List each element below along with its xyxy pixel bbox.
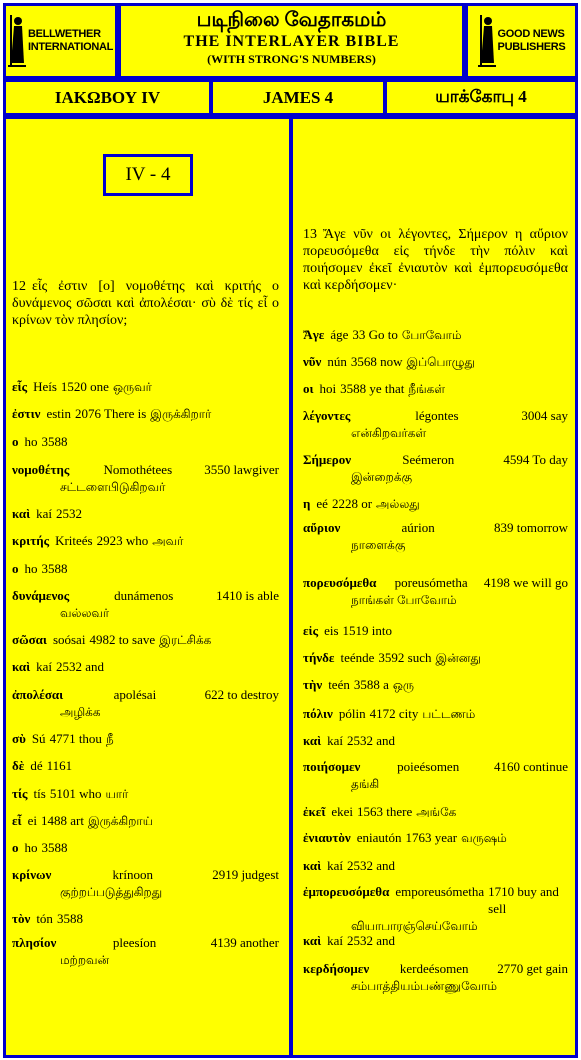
greek-word: εἰς [303, 623, 319, 638]
word-line [303, 829, 568, 847]
word-line [303, 380, 568, 398]
transliteration: poreusómetha [394, 575, 468, 590]
word-line [12, 866, 279, 883]
strongs-gloss: 1410 is able [216, 588, 279, 603]
strongs-gloss: 4139 another [210, 935, 279, 950]
word-entry [303, 326, 568, 344]
greek-word: ἀπολέσαι [12, 687, 64, 702]
strongs-gloss: 1161 [46, 758, 73, 773]
greek-word: σὺ [12, 731, 26, 746]
word-line [303, 407, 568, 424]
word-line [12, 433, 279, 450]
greek-word: πορευσόμεθα [303, 575, 377, 590]
greek-word: καὶ [303, 933, 322, 948]
word-line [303, 574, 568, 591]
word-entry [12, 730, 279, 748]
strongs-gloss: 4594 To day [503, 452, 568, 467]
goodnews-logo [468, 6, 575, 76]
transliteration: áge [330, 327, 349, 342]
word-entry [303, 732, 568, 749]
transliteration: Kriteés [55, 533, 93, 548]
word-entry [303, 622, 568, 639]
verse-number: 12 [12, 279, 26, 294]
word-line [12, 785, 279, 803]
strongs-gloss: 3592 such [378, 650, 432, 665]
logo-left-line2: INTERNATIONAL [27, 41, 114, 53]
transliteration: tís [33, 786, 46, 801]
word-line [303, 519, 568, 536]
word-line-continued [12, 883, 279, 901]
word-line-continued [12, 604, 279, 622]
word-entry [12, 433, 279, 450]
logo-right-line2: PUBLISHERS [497, 41, 566, 53]
transliteration: teénde [340, 650, 375, 665]
transliteration: nún [327, 354, 347, 369]
tamil-gloss: இன்னது [435, 651, 481, 665]
greek-word: νῦν [303, 354, 322, 369]
transliteration: Nomothétees [103, 462, 173, 477]
strongs-gloss: 4160 continue [493, 759, 568, 774]
word-entry [12, 505, 279, 522]
tamil-gloss: இன்றைக்கு [351, 470, 413, 484]
greek-word: εἶ [12, 813, 22, 828]
tamil-gloss: வியாபாரஞ்செய்வோம் [351, 919, 478, 933]
word-entry [303, 932, 568, 949]
word-line [12, 405, 279, 423]
word-line [12, 505, 279, 522]
word-line [303, 758, 568, 775]
word-line [12, 631, 279, 649]
transliteration: ei [27, 813, 37, 828]
strongs-gloss: 2228 or [331, 496, 373, 511]
verse-text: Ἄγε νῦν οι λέγοντες, Σήμερον η αὔριον πορευσόμεθα εἰς τήνδε τὴν πόλιν καὶ ποιήσομεν ἐκεῖ ἐνιαυτὸν καὶ ἐμπορευσόμεθα καὶ κερδήσομεν· [303, 227, 568, 293]
transliteration: teén [328, 677, 350, 692]
transliteration: kaí [327, 733, 344, 748]
strongs-gloss: 4771 thou [49, 731, 102, 746]
word-entry [303, 649, 568, 667]
greek-word: τὴν [303, 677, 323, 692]
tamil-gloss: போவோம் [401, 328, 462, 342]
word-entry [12, 631, 279, 649]
transliteration: Seémeron [402, 452, 455, 467]
greek-word: η [303, 496, 311, 511]
logo-right-line1: GOOD NEWS [497, 28, 565, 40]
ref-english: JAMES 4 [262, 87, 334, 107]
word-line [12, 461, 279, 478]
tamil-gloss: நீ [105, 732, 114, 746]
strongs-gloss: 2076 There is [75, 406, 147, 421]
strongs-gloss: 839 tomorrow [493, 520, 568, 535]
word-entry [303, 495, 568, 513]
transliteration: eis [324, 623, 339, 638]
strongs-gloss: 2532 [56, 506, 83, 521]
transliteration: kaí [36, 659, 53, 674]
word-entry [12, 812, 279, 830]
strongs-gloss: 3588 ye that [340, 381, 405, 396]
transliteration: pleesíon [112, 935, 157, 950]
greek-word: καὶ [12, 506, 31, 521]
word-entry [12, 757, 279, 774]
tamil-gloss: மற்றவன் [60, 953, 110, 967]
word-line [303, 857, 568, 874]
greek-word: πόλιν [303, 706, 333, 721]
transliteration: hoi [319, 381, 337, 396]
verse-12 [12, 278, 279, 329]
greek-word: τίς [12, 786, 28, 801]
word-entry [303, 758, 568, 793]
word-line [12, 757, 279, 774]
transliteration: ho [24, 561, 38, 576]
word-entry [303, 857, 568, 874]
transliteration: soósai [52, 632, 86, 647]
greek-word: κριτής [12, 533, 50, 548]
greek-word: καὶ [303, 858, 322, 873]
greek-word: κερδήσομεν [303, 961, 370, 976]
word-entry [303, 960, 568, 995]
word-entry [12, 587, 279, 622]
word-line [12, 934, 279, 951]
greek-word: νομοθέτης [12, 462, 70, 477]
word-line [303, 732, 568, 749]
tamil-gloss: ஒரு [392, 678, 415, 692]
strongs-gloss: 4172 city [369, 706, 419, 721]
strongs-gloss: 4198 we will go [483, 575, 568, 590]
word-entry [303, 883, 568, 935]
word-line [12, 730, 279, 748]
transliteration: dunámenos [114, 588, 174, 603]
word-line [303, 326, 568, 344]
word-line-continued [303, 536, 568, 554]
word-line [303, 649, 568, 667]
greek-word: τὸν [12, 911, 31, 926]
strongs-gloss: 3004 say [521, 408, 568, 423]
tamil-gloss: அங்கே [416, 805, 457, 819]
word-entry [303, 803, 568, 821]
strongs-gloss: 3588 [41, 840, 68, 855]
transliteration: kerdeésomen [399, 961, 469, 976]
word-entry [12, 686, 279, 721]
word-line [12, 560, 279, 577]
word-line [12, 378, 279, 396]
tamil-gloss: இருக்கிறாய் [87, 814, 153, 828]
word-entry [303, 407, 568, 442]
strongs-gloss: 3588 a [353, 677, 389, 692]
transliteration: emporeusómetha [395, 884, 485, 899]
word-line [303, 676, 568, 694]
word-line [303, 495, 568, 513]
transliteration: eniautón [356, 830, 402, 845]
strongs-gloss: 2532 and [347, 733, 396, 748]
strongs-gloss: 622 to destroy [204, 687, 279, 702]
tamil-gloss: நீங்கள் [408, 382, 446, 396]
strongs-gloss: 1710 buy and sell [488, 884, 559, 916]
word-line [12, 812, 279, 830]
shepherd-icon [8, 15, 26, 67]
word-line [303, 705, 568, 723]
greek-word: αὔριον [303, 520, 341, 535]
word-entry [12, 934, 279, 969]
word-line [12, 587, 279, 604]
transliteration: apolésai [113, 687, 157, 702]
greek-word: λέγοντες [303, 408, 351, 423]
strongs-gloss: 2923 who [96, 533, 149, 548]
word-line-continued [12, 478, 279, 496]
word-entry [12, 378, 279, 396]
tamil-gloss: தங்கி [351, 777, 380, 791]
word-entry [12, 658, 279, 675]
greek-word: Ἄγε [303, 327, 325, 342]
greek-word: Σήμερον [303, 452, 352, 467]
greek-word: δὲ [12, 758, 25, 773]
greek-word: καὶ [303, 733, 322, 748]
verse-number: 13 [303, 227, 317, 242]
tamil-gloss: சட்டளைபிடுகிறவர் [60, 480, 166, 494]
word-line [12, 686, 279, 703]
word-entry [12, 405, 279, 423]
bellwether-logo [6, 6, 115, 76]
greek-word: ποιήσομεν [303, 759, 361, 774]
transliteration: kaí [36, 506, 53, 521]
greek-word: ο [12, 434, 19, 449]
transliteration: ekei [331, 804, 354, 819]
strongs-gloss: 1563 there [357, 804, 413, 819]
tamil-gloss: ஒருவர் [112, 380, 152, 394]
tamil-gloss: அல்லது [376, 497, 420, 511]
word-entry [303, 676, 568, 694]
word-line [303, 932, 568, 949]
word-line-continued [303, 775, 568, 793]
word-entry [303, 705, 568, 723]
greek-word: ἐμπορευσόμεθα [303, 884, 390, 899]
word-line-continued [303, 468, 568, 486]
word-entry [12, 839, 279, 856]
transliteration: pólin [338, 706, 366, 721]
tamil-gloss: என்கிறவர்கள் [351, 426, 427, 440]
word-line-continued [12, 951, 279, 969]
transliteration: poieésomen [397, 759, 460, 774]
word-entry [12, 910, 279, 927]
transliteration: kaí [327, 858, 344, 873]
transliteration: ho [24, 434, 38, 449]
word-line [303, 622, 568, 639]
word-entry [12, 866, 279, 901]
word-entry [12, 461, 279, 496]
tamil-gloss: இரட்சிக்க [159, 633, 212, 647]
word-entry [303, 451, 568, 486]
greek-word: ο [12, 840, 19, 855]
transliteration: krínoon [112, 867, 153, 882]
transliteration: Heís [33, 379, 57, 394]
tamil-gloss: இப்பொழுது [406, 355, 475, 369]
strongs-gloss: 1488 art [40, 813, 84, 828]
verse-text: εἷς ἐστιν [ο] νομοθέτης καὶ κριτής ο δυνάμενος σῶσαι καὶ ἀπολέσαι· σὺ δὲ τίς εἶ ο κρίνων τὸν πλησίον; [12, 279, 279, 328]
greek-word: οι [303, 381, 314, 396]
strongs-gloss: 3588 [41, 434, 68, 449]
word-entry [303, 380, 568, 398]
word-line [303, 960, 568, 977]
verse-13 [303, 226, 568, 294]
greek-word: ἐκεῖ [303, 804, 326, 819]
greek-word: ἐνιαυτὸν [303, 830, 351, 845]
word-entry [303, 519, 568, 554]
word-line-continued [303, 424, 568, 442]
logo-left-line1: BELLWETHER [27, 28, 101, 40]
word-line-continued [12, 703, 279, 721]
word-entry [12, 560, 279, 577]
word-line [12, 839, 279, 856]
word-line [303, 883, 568, 917]
greek-word: πλησίον [12, 935, 57, 950]
strongs-gloss: 2919 judgest [212, 867, 279, 882]
strongs-gloss: 1519 into [342, 623, 393, 638]
greek-word: καὶ [12, 659, 31, 674]
tamil-gloss: யார் [105, 787, 129, 801]
transliteration: estin [46, 406, 72, 421]
page-subtitle: (WITH STRONG'S NUMBERS) [207, 52, 376, 66]
word-line-continued [303, 591, 568, 609]
word-entry [12, 532, 279, 550]
tamil-gloss: வல்லவர் [60, 606, 110, 620]
strongs-gloss: 3550 lawgiver [204, 462, 279, 477]
strongs-gloss: 3568 now [350, 354, 403, 369]
word-line [303, 353, 568, 371]
word-line [303, 451, 568, 468]
transliteration: ho [24, 840, 38, 855]
strongs-gloss: 2770 get gain [497, 961, 568, 976]
word-entry [303, 353, 568, 371]
greek-word: ἐστιν [12, 406, 41, 421]
word-entry [12, 785, 279, 803]
strongs-gloss: 33 Go to [352, 327, 398, 342]
word-line [12, 910, 279, 927]
title-tamil: படிநிலை வேதாகமம் [196, 9, 387, 31]
greek-word: εἷς [12, 379, 28, 394]
page-title: THE INTERLAYER BIBLE [183, 33, 400, 50]
ref-greek: ΙΑΚΩΒΟΥ IV [54, 87, 161, 107]
tamil-gloss: சம்பாத்தியம்பண்ணுவோம் [351, 979, 498, 993]
greek-word: δυνάμενος [12, 588, 70, 603]
tamil-gloss: அழிக்க [60, 705, 101, 719]
transliteration: Sú [31, 731, 46, 746]
greek-word: κρίνων [12, 867, 52, 882]
word-entry [303, 574, 568, 609]
greek-word: σῶσαι [12, 632, 47, 647]
strongs-gloss: 3588 [41, 561, 68, 576]
word-line [12, 532, 279, 550]
transliteration: dé [30, 758, 43, 773]
transliteration: aúrion [401, 520, 435, 535]
strongs-gloss: 1763 year [405, 830, 458, 845]
tamil-gloss: நாளைக்கு [351, 538, 406, 552]
word-line-continued [303, 977, 568, 995]
tamil-gloss: இருக்கிறார் [150, 407, 212, 421]
word-line [12, 658, 279, 675]
transliteration: tón [36, 911, 53, 926]
strongs-gloss: 2532 and [347, 933, 396, 948]
transliteration: kaí [327, 933, 344, 948]
strongs-gloss: 4982 to save [89, 632, 156, 647]
strongs-gloss: 3588 [56, 911, 83, 926]
strongs-gloss: 1520 one [60, 379, 109, 394]
ref-tamil: யாக்கோபு 4 [435, 86, 527, 106]
tamil-gloss: அவர் [152, 534, 184, 548]
tamil-gloss: வருஷம் [461, 831, 507, 845]
tamil-gloss: குற்றப்படுத்துகிறது [60, 885, 163, 899]
greek-word: τήνδε [303, 650, 335, 665]
tamil-gloss: நாங்கள் போவோம் [351, 593, 457, 607]
word-entry [303, 829, 568, 847]
chapter-label: IV - 4 [103, 154, 193, 196]
greek-word: ο [12, 561, 19, 576]
transliteration: légontes [415, 408, 459, 423]
transliteration: eé [316, 496, 328, 511]
tamil-gloss: பட்டணம் [422, 707, 476, 721]
title-block [121, 8, 462, 66]
word-line [303, 803, 568, 821]
strongs-gloss: 5101 who [49, 786, 102, 801]
shepherd-icon [478, 15, 496, 67]
strongs-gloss: 2532 and [347, 858, 396, 873]
strongs-gloss: 2532 and [56, 659, 105, 674]
